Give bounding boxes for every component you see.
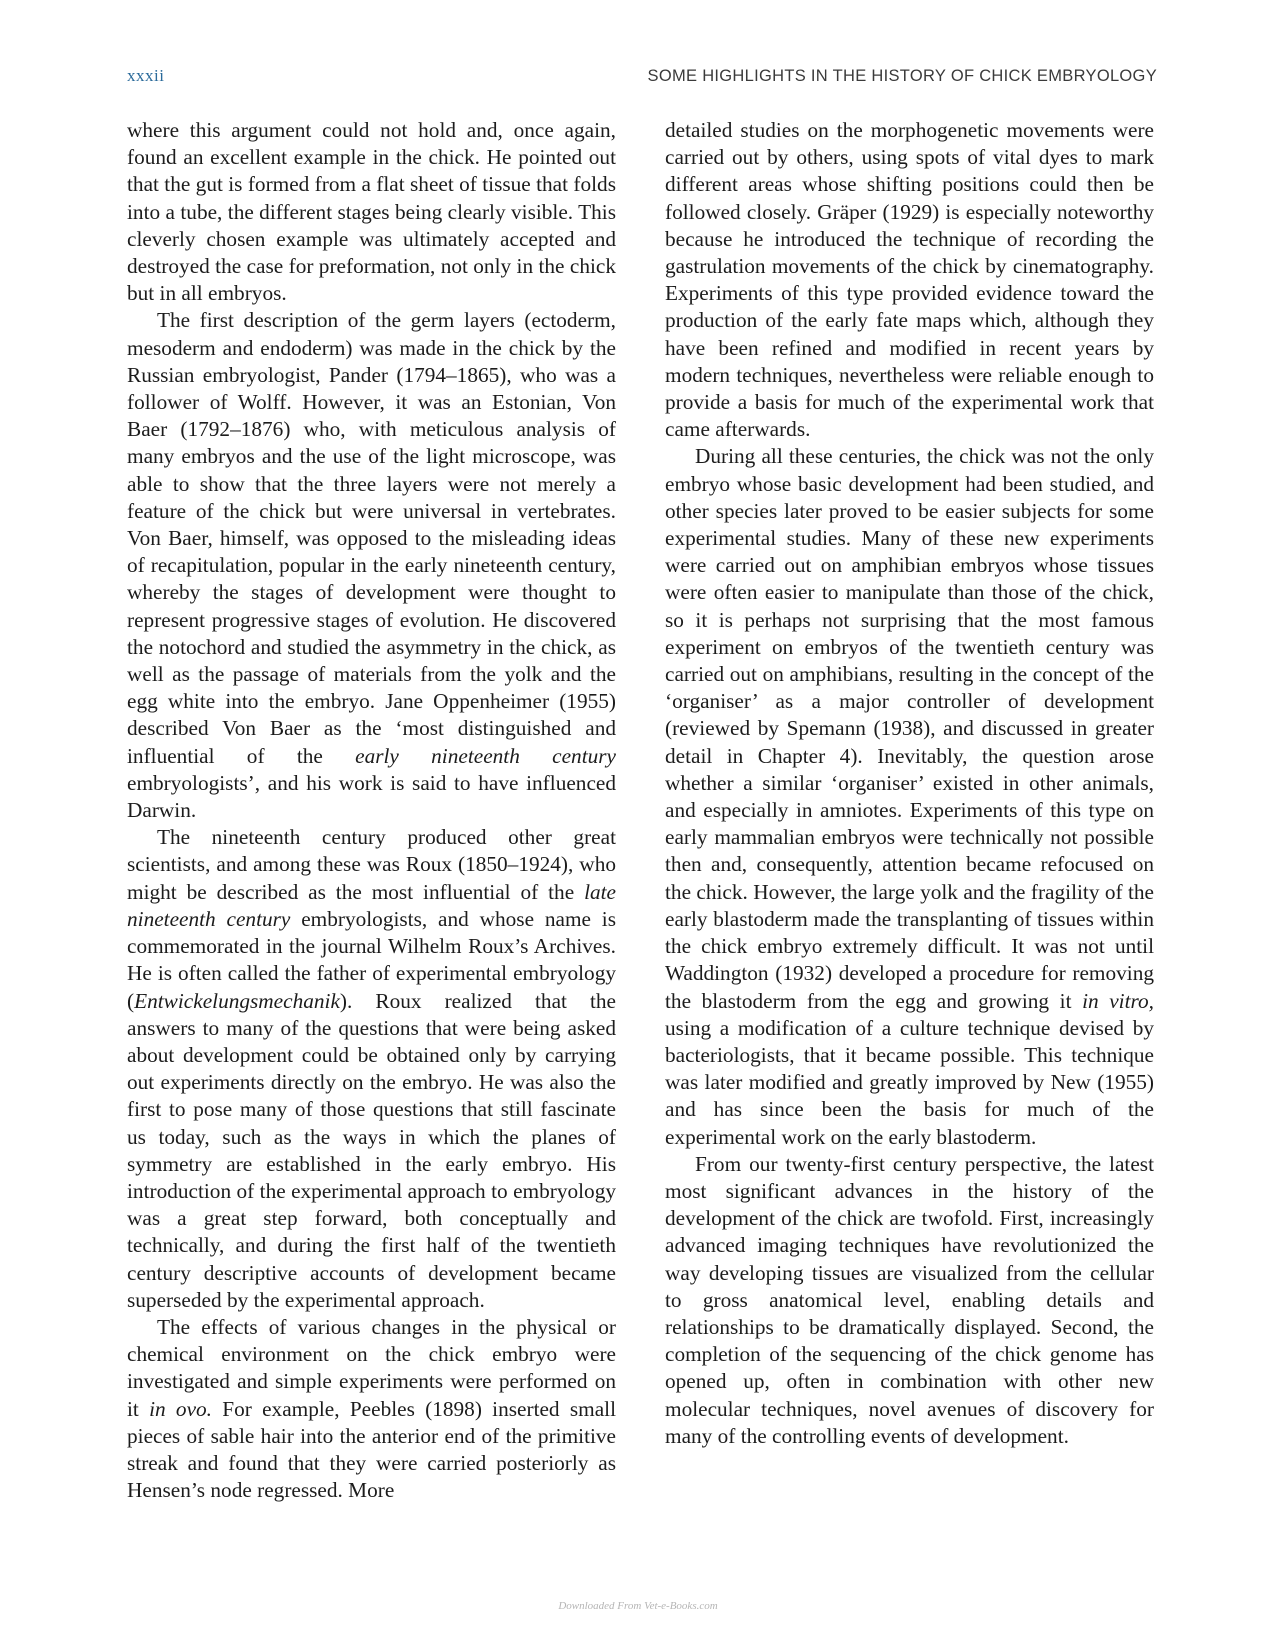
- text-run: embryologists, and whose name is commemorated in the journal Wilhelm Roux’s Archives. He is often called the father of experimental embryology (: [127, 906, 616, 1013]
- emphasis-text: in vitro,: [1082, 988, 1154, 1013]
- paragraph: [665, 443, 1154, 1150]
- paragraph: [127, 824, 616, 1314]
- text-run: using a modification of a culture technique devised by bacteriologists, that it became possible. This technique was later modified and greatly improved by New (1955) and has since been the basis for much of the experimental work on the early blastoderm.: [665, 1015, 1154, 1149]
- watermark: Downloaded From Vet-e-Books.com: [558, 1600, 718, 1612]
- text-run: where this argument could not hold and, once again, found an excellent example in the chick. He pointed out that the gut is formed from a flat sheet of tissue that folds into a tube, the different stages being clearly visible. This cleverly chosen example was ultimately accepted and destroyed the case for preformation, not only in the chick but in all embryos.: [127, 118, 616, 306]
- text-run: detailed studies on the morphogenetic movements were carried out by others, using spots of vital dyes to mark different areas whose shifting positions could then be followed closely. Gräper (1929) is especially noteworthy because he introduced the technique of recording the gastrulation movements of the chick by cinematography. Experiments of this type provided evidence toward the production of the early fate maps which, although they have been refined and modified in recent years by modern techniques, nevertheless were reliable enough to provide a basis for much of the experimental work that came afterwards.: [665, 118, 1154, 442]
- emphasis-text: late nineteenth century: [127, 879, 616, 931]
- right-column: [665, 117, 1154, 1450]
- running-head: SOME HIGHLIGHTS IN THE HISTORY OF CHICK EMBRYOLOGY: [647, 67, 1157, 85]
- paragraph: [127, 1314, 616, 1504]
- text-run: During all these centuries, the chick was not the only embryo whose basic development had been studied, and other species later proved to be easier subjects for some experimental studies. Many of these new experiments were carried out on amphibian embryos whose tissues were often easier to manipulate than those of the chick, so it is perhaps not surprising that the most famous experiment on embryos of the twentieth century was carried out on amphibians, resulting in the concept of the ‘organiser’ as a major controller of development (reviewed by Spemann (1938), and discussed in greater detail in Chapter 4). Inevitably, the question arose whether a similar ‘organiser’ existed in other animals, and especially in amniotes. Experiments of this type on early mammalian embryos were technically not possible then and, consequently, attention became refocused on the chick. However, the large yolk and the fragility of the early blastoderm made the transplanting of tissues within the chick embryo extremely difficult. It was not until Waddington (1932) developed a procedure for removing the blastoderm from the egg and growing it: [665, 444, 1154, 1013]
- text-run: ). Roux realized that the answers to many of the questions that were being asked about development could be obtained only by carrying out experiments directly on the embryo. He was also the first to pose many of those questions that still fascinate us today, such as the ways in which the planes of symmetry are established in the early embryo. His introduction of the experimental approach to embryology was a great step forward, both conceptually and technically, and during the first half of the twentieth century descriptive accounts of development became superseded by the experimental approach.: [127, 988, 616, 1312]
- text-run: For example, Peebles (1898) inserted small pieces of sable hair into the anterior end of the primitive streak and found that they were carried posteriorly as Hensen’s node regressed. More: [127, 1396, 616, 1503]
- page-number: xxxii: [127, 66, 165, 85]
- text-run: The nineteenth century produced other great scientists, and among these was Roux (1850–1924), who might be described as the most influential of the: [127, 825, 616, 904]
- emphasis-text: early nineteenth century: [355, 743, 616, 768]
- paragraph: [127, 307, 616, 824]
- left-column: [127, 117, 616, 1504]
- paragraph: [127, 117, 616, 307]
- emphasis-text: in ovo.: [149, 1396, 212, 1421]
- text-run: From our twenty-first century perspective, the latest most significant advances in the history of the development of the chick are twofold. First, increasingly advanced imaging techniques have revolutionized the way developing tissues are visualized from the cellular to gross anatomical level, enabling details and relationships to be dramatically displayed. Second, the completion of the sequencing of the chick genome has opened up, often in combination with other new molecular techniques, novel avenues of discovery for many of the controlling events of development.: [665, 1151, 1154, 1448]
- paragraph: [665, 1151, 1154, 1450]
- text-run: The effects of various changes in the physical or chemical environment on the chick embryo were investigated and simple experiments were performed on it: [127, 1314, 616, 1421]
- emphasis-text: Entwickelungsmechanik: [134, 988, 340, 1013]
- paragraph: [665, 117, 1154, 443]
- text-run: embryologists’, and his work is said to have influenced Darwin.: [127, 770, 616, 823]
- text-run: The first description of the germ layers (ectoderm, mesoderm and endoderm) was made in the chick by the Russian embryologist, Pander (1794–1865), who was a follower of Wolff. However, it was an Estonian, Von Baer (1792–1876) who, with meticulous analysis of many embryos and the use of the light microscope, was able to show that the three layers were not merely a feature of the chick but were universal in vertebrates. Von Baer, himself, was opposed to the misleading ideas of recapitulation, popular in the early nineteenth century, whereby the stages of development were thought to represent progressive stages of evolution. He discovered the notochord and studied the asymmetry in the chick, as well as the passage of materials from the yolk and the egg white into the embryo. Jane Oppenheimer (1955) described Von Baer as the ‘most distinguished and influential of the: [127, 308, 616, 768]
